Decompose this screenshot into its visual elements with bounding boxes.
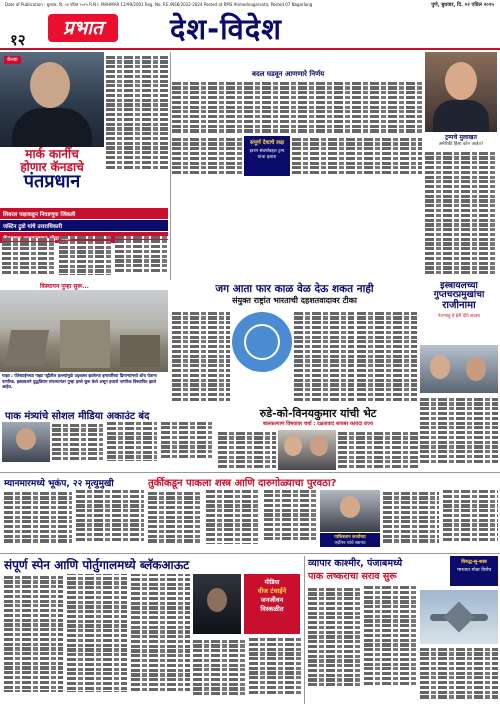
jet-wing: [443, 601, 474, 632]
top-story-kicker: संपूर्ण देशाचे लक्ष: [250, 140, 284, 146]
top-story-box-label: इराण संघर्षाबद्दल ट्रम्प यांचा इशारा: [249, 149, 285, 160]
top-story-headline: बदल घडवून आणणारे निर्णय: [252, 70, 325, 78]
gaza-photo: [0, 290, 168, 372]
quake-body: [4, 490, 144, 550]
trump-face: [445, 62, 477, 100]
publication-date: पुणे, बुधवार, दि. ०२ एप्रिल २०२५: [431, 2, 494, 8]
publication-bar: [0, 0, 500, 10]
spain-inset-line-4: विस्कळीत: [260, 605, 284, 613]
spain-inset-line-1: मीडिया: [264, 579, 280, 586]
trump-caption: ट्रम्पचे मुलाखत: [445, 134, 477, 141]
spain-inset-line-2: वीज टंचाईने: [257, 587, 287, 595]
gaza-photo-rubble-2: [60, 320, 110, 368]
trump-photo: [425, 52, 497, 132]
turkey-inset-caption-2: एर्दोगन यांचे स्वागत: [334, 541, 366, 546]
spain-headline: संपूर्ण स्पेन आणि पोर्तुगालमध्ये ब्लॅकआऊट: [4, 558, 190, 572]
russia-body-2: [338, 430, 418, 470]
pakistan-body: [52, 422, 212, 470]
portrait-badge: कॅनडा: [4, 56, 21, 64]
israel-photo: [420, 345, 498, 393]
pakistan-photo-face: [16, 428, 36, 450]
spain-inset: [244, 574, 300, 634]
divider-mid: [0, 472, 500, 473]
israel-headline-2: गुप्तचरप्रमुखांचा: [433, 290, 485, 301]
kashmir-headline-2: पाक लष्कराचा सराव सुरू: [308, 571, 397, 582]
top-story-box: [244, 136, 290, 176]
carney-headline-2: होणार कॅनडाचे: [20, 159, 84, 174]
top-story-body-3: [292, 136, 422, 177]
un-story-body-3: [357, 310, 417, 407]
masthead: [0, 12, 500, 50]
publication-info: Date of Publication : बुधवार, दि. ०३ एप्रिल २०२५ R.N.I. MAHMAR 12/99/2001 Reg. No. P.E./NSK/2022-2024 Posted at RMS Ahmednagarsata, Posted 07 Nagarlang: [5, 2, 313, 7]
spain-body-2: [193, 638, 301, 704]
gaza-photo-rubble-1: [5, 330, 49, 366]
kashmir-badge-2: भारतात मोठा विरोध: [456, 568, 492, 573]
spain-photo-figure: [207, 588, 227, 612]
russia-photo-face-2: [310, 436, 328, 456]
gaza-photo-rubble-3: [120, 335, 160, 367]
gaza-photo-caption: गाझा : पॅलेस्टाईनच्या गाझा पट्टीतील हल्ल्यांमुळे उद्ध्वस्त झालेल्या इमारतींच्या ढिगाऱ्यांमध्ये शोध घेताना नागरिक. इस्त्रायलने युद्धविराम संपल्यानंतर पुन्हा हल्ले सुरू केले असून हजारो नागरिक विस्थापित झाले आहेत.: [2, 373, 157, 390]
kashmir-body-2: [420, 646, 498, 704]
israel-photo-person-1: [430, 355, 450, 379]
un-story-headline: जग आता फार काळ वेळ देऊ शकत नाही: [215, 283, 374, 295]
trump-subcaption: अमेरिकी हिंसा कोन आहेत?: [438, 142, 484, 147]
kashmir-badge: [450, 556, 498, 586]
carney-body-bottom: [2, 236, 168, 280]
brand-logo: [48, 14, 118, 42]
russia-body-1: [218, 430, 276, 470]
turkey-photo: [320, 490, 380, 532]
top-story-body-1: [172, 80, 422, 135]
fighter-jet-photo: [420, 590, 498, 644]
carney-bullet-1: लिबरल पक्षाकडून निवडणूक जिंकली: [0, 208, 168, 219]
kashmir-badge-1: विरुद्ध-सु-शस्त्र: [461, 560, 487, 565]
turkey-body-2: [383, 490, 498, 550]
israel-headline-1: इस्त्रायलच्या: [440, 281, 478, 291]
israel-story-head: [420, 282, 498, 342]
israel-subhead: नेतन्याहू हे हेरी देति सदस्य: [438, 314, 480, 320]
un-story: [172, 282, 417, 407]
page-number: १२: [10, 31, 26, 49]
turkey-photo-face: [340, 496, 360, 518]
column-divider: [170, 52, 171, 280]
kashmir-body-1: [308, 586, 416, 704]
turkey-inset-caption-1: पाकिस्तान कर्जाच्या: [334, 535, 366, 540]
carney-headline-3: पंतप्रधान: [23, 171, 81, 193]
un-story-body-1: [172, 310, 230, 407]
brand-name: प्रभात: [63, 17, 103, 39]
spain-inset-line-3: जनजीवन: [260, 596, 284, 604]
turkey-body-1: [148, 490, 318, 550]
pakistan-photo: [2, 422, 50, 462]
carney-portrait: [0, 52, 104, 147]
israel-body: [420, 396, 498, 466]
carney-headline-1: मार्क कार्नीच: [25, 147, 79, 161]
russia-headline: रुडे-को-विनयकुमार यांची भेट: [259, 407, 377, 420]
top-story: [172, 52, 422, 177]
un-story-body-2: [294, 310, 354, 407]
carney-bullet-2: जस्टिन ट्रुडो यांचे उत्तराधिकारी: [0, 220, 168, 231]
un-emblem-inner: [244, 324, 280, 360]
israel-headline-3: राजीनामा: [442, 299, 476, 311]
carney-body-top: [106, 54, 168, 174]
un-emblem: [232, 312, 292, 372]
trump-body: [425, 150, 497, 280]
israel-photo-person-2: [466, 357, 486, 381]
section-title: देश-विदेश: [170, 12, 282, 46]
russia-photo: [278, 430, 336, 470]
un-story-subhead: संयुक्त राष्ट्रांत भारताची दहशतवादावर टीका: [232, 296, 357, 306]
carney-headline-box: [0, 148, 104, 208]
russia-photo-face-1: [284, 436, 302, 456]
top-story-body-2: [172, 136, 242, 177]
spain-body-1: [4, 574, 190, 704]
turkey-headline: तुर्कीकडून पाकला शस्त्र आणि दारुगोळ्याचा पुरवठा?: [148, 478, 337, 489]
russia-subhead: बालकल्याण विषयावर चर्चा : दक्षतावाद सायबर कायदा राज्य: [263, 421, 373, 427]
divider-lower: [0, 553, 500, 554]
kashmir-headline-1: व्यापार काश्मीर, पंजाबमध्ये: [308, 558, 403, 569]
pakistan-headline: पाक मंत्र्यांचे सोशल मीडिया अकाउंट बंद: [5, 411, 150, 422]
spain-photo: [193, 574, 241, 634]
gaza-photo-label: विस्थापन पुन्हा सुरू...: [40, 283, 89, 290]
turkey-inset-caption: [320, 533, 380, 547]
trump-suit: [433, 100, 489, 132]
kashmir-divider: [304, 556, 305, 704]
portrait-head: [30, 62, 70, 108]
portrait-suit: [12, 108, 92, 147]
quake-headline: म्यानमारमध्ये भूकंप, २२ मृत्युमुखी: [4, 479, 114, 489]
